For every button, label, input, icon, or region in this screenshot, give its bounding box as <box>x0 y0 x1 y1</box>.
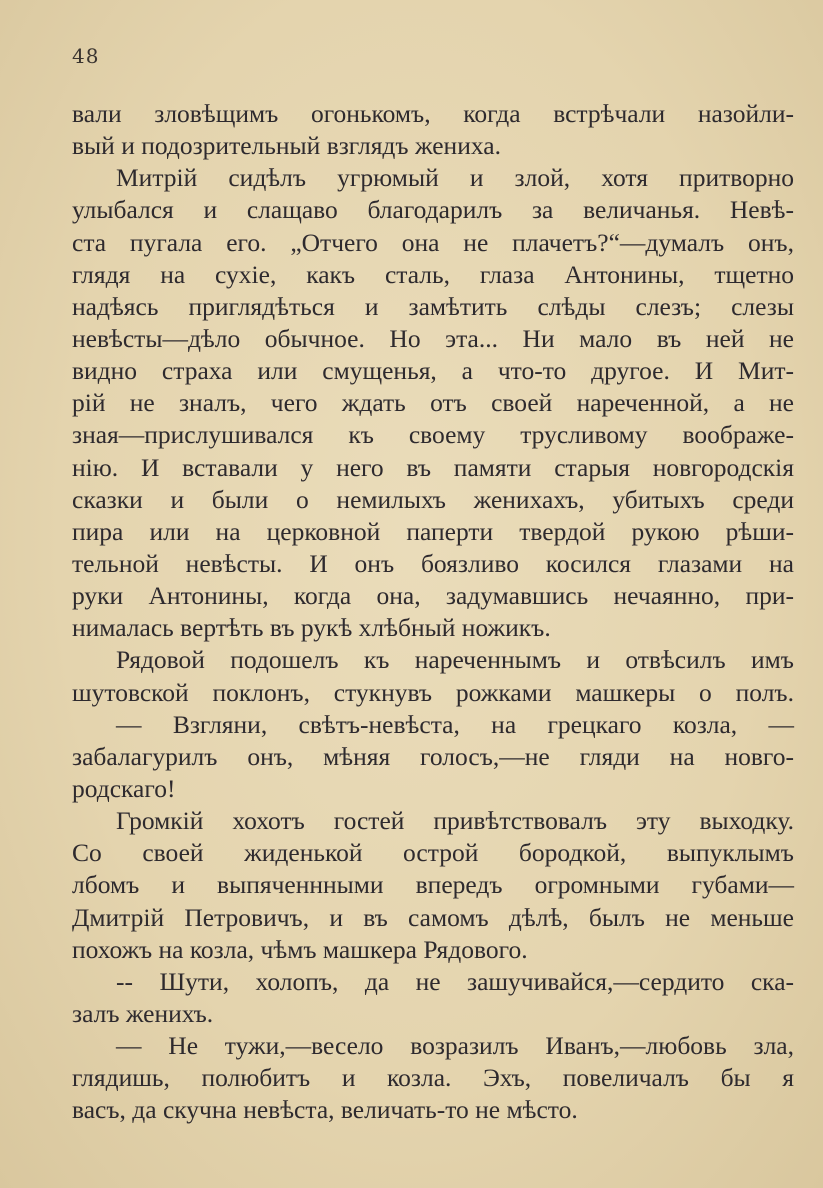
text-line: глядя на сухіе, какъ сталь, глаза Антонины, тщетно <box>72 259 794 289</box>
text-line: лбомъ и выпяченнными впередъ огромными губами— <box>72 870 794 900</box>
text-line: видно страха или смущенья, а что-то другое. И Мит- <box>72 356 794 386</box>
text-line: нималась вертѣть въ рукѣ хлѣбный ножикъ. <box>72 613 551 643</box>
text-line: — Не тужи,—весело возразилъ Иванъ,—любовь зла, <box>116 1031 794 1061</box>
text-line: забалагурилъ онъ, мѣняя голосъ,—не гляди на новго- <box>72 741 794 771</box>
text-line: надѣясь приглядѣться и замѣтить слѣды слезъ; слезы <box>72 291 794 321</box>
text-line: зная—прислушивался къ своему трусливому воображе- <box>72 420 794 450</box>
text-line: улыбался и слащаво благодарилъ за величанья. Невѣ- <box>72 195 794 225</box>
text-line: — Взгляни, свѣтъ-невѣста, на грецкаго козла, — <box>116 709 794 739</box>
text-line: шутовской поклонъ, стукнувъ рожками машкеры о полъ. <box>72 677 794 707</box>
text-line: залъ женихъ. <box>72 998 214 1028</box>
text-line: глядишь, полюбитъ и козла. Эхъ, повеличалъ бы я <box>72 1063 794 1093</box>
text-line: Громкій хохотъ гостей привѣтствовалъ эту выходку. <box>116 806 794 836</box>
text-line: родскаго! <box>72 773 176 803</box>
text-line: пира или на церковной паперти твердой рукою рѣши- <box>72 516 794 546</box>
text-line: васъ, да скучна невѣста, величать-то не мѣсто. <box>72 1095 578 1125</box>
page-number: 48 <box>72 44 100 68</box>
text-line: невѣсты—дѣло обычное. Но эта... Ни мало въ ней не <box>72 323 794 353</box>
text-line: вали зловѣщимъ огонькомъ, когда встрѣчали назойли- <box>72 99 794 128</box>
text-line: рій не зналъ, чего ждать отъ своей нареченной, а не <box>72 388 794 418</box>
text-line: Со своей жиденькой острой бородкой, выпуклымъ <box>72 838 794 868</box>
text-line: Рядовой подошелъ къ нареченнымъ и отвѣсилъ имъ <box>116 645 794 675</box>
text-line: тельной невѣсты. И онъ боязливо косился глазами на <box>72 548 794 578</box>
text-line: сказки и были о немилыхъ женихахъ, убитыхъ среди <box>72 484 794 514</box>
text-line: ста пугала его. „Отчего она не плачетъ?“—думалъ онъ, <box>72 227 794 257</box>
text-line: Митрій сидѣлъ угрюмый и злой, хотя притворно <box>116 163 794 193</box>
text-line: похожъ на козла, чѣмъ машкера Рядового. <box>72 934 528 964</box>
body-text <box>72 98 794 1127</box>
text-line: Дмитрій Петровичъ, и въ самомъ дѣлѣ, былъ не меньше <box>72 902 794 932</box>
text-line: -- Шути, холопъ, да не зашучивайся,—сердито ска- <box>116 966 794 996</box>
text-line: руки Антонины, когда она, задумавшись нечаянно, при- <box>72 581 794 611</box>
text-line: нію. И вставали у него въ памяти старыя новгородскія <box>72 452 794 482</box>
text-line: вый и подозрительный взглядъ жениха. <box>72 131 501 161</box>
